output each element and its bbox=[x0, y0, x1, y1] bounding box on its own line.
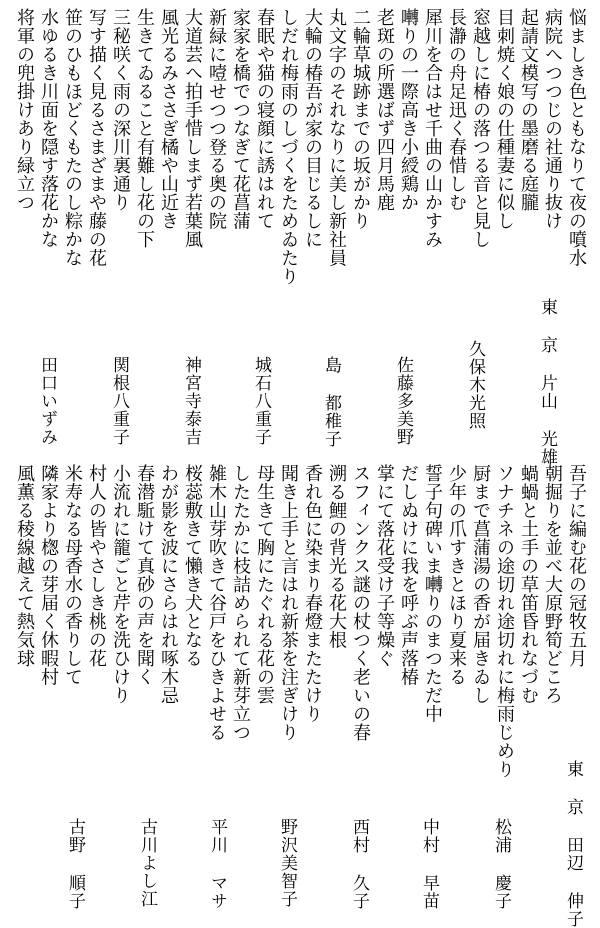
poet-name: 中村早苗 bbox=[419, 818, 439, 910]
haiku-line: 大輪の椿吾が家の目じるしに bbox=[302, 8, 323, 249]
haiku-line: 小流れに籠ごと芹を洗ひけり bbox=[110, 464, 131, 705]
haiku-line: 写す描く見るさまざまや藤の花 bbox=[86, 8, 107, 267]
haiku-line: 掌にて落花受け子等燥ぐ bbox=[374, 464, 395, 668]
haiku-line: 吾子に編む花の冠牧五月 bbox=[566, 464, 587, 668]
haiku-line: 米寿なる母香水の香りして bbox=[62, 464, 83, 686]
haiku-line: 家家を橋でつなぎて花菖蒲 bbox=[230, 8, 251, 230]
haiku-line: 隣家より楤の芽届く休暇村 bbox=[38, 464, 59, 686]
haiku-line: 蝸蝸と土手の草笛昏れなづむ bbox=[518, 464, 539, 705]
haiku-line: 三秘咲く雨の深川裏通り bbox=[110, 8, 131, 212]
haiku-line: 二輪草城跡までの坂がかり bbox=[350, 8, 371, 230]
haiku-line: 老斑の所選ばず四月馬鹿 bbox=[374, 8, 395, 212]
poet-name: 古野順子 bbox=[65, 818, 85, 910]
poet-name: 関根八重子 bbox=[109, 356, 129, 446]
haiku-line: 生きてゐること有難し花の下 bbox=[134, 8, 155, 249]
haiku-line: スフィンクス謎の杖つく老いの春 bbox=[350, 464, 371, 742]
haiku-line: 香れ色に染まり春燈またたけり bbox=[302, 464, 323, 723]
haiku-line: 犀川を合はせ千曲の山かすみ bbox=[422, 8, 443, 249]
haiku-line: 風光るみささぎ橘や山近き bbox=[158, 8, 179, 230]
haiku-line: 目刺焼く娘の仕種妻に似し bbox=[494, 8, 515, 230]
haiku-line: 病院へつつじの社通り抜け bbox=[542, 8, 563, 230]
haiku-line: だしぬけに我を呼ぶ声落椿 bbox=[398, 464, 419, 686]
poet-name: 古川よし江 bbox=[137, 818, 157, 908]
poet-name: 野沢美智子 bbox=[277, 818, 297, 908]
haiku-line: 風薫る稜線越えて熱気球 bbox=[14, 464, 35, 668]
poet-name: 島都稚子 bbox=[321, 356, 341, 448]
haiku-line: 丸文字のそれなりに美し新社員 bbox=[326, 8, 347, 267]
haiku-line: 囀りの一際高き小綬鶏か bbox=[398, 8, 419, 212]
poet-name: 田口いずみ bbox=[37, 356, 57, 446]
haiku-line: 溯る鯉の背光る花大根 bbox=[326, 464, 347, 649]
haiku-line: 将軍の兜掛けあり緑立つ bbox=[14, 8, 35, 212]
haiku-line: しだれ梅雨のしづくをためゐたり bbox=[278, 8, 299, 286]
haiku-line: 起請文模写の墨磨る庭朧 bbox=[518, 8, 539, 212]
haiku-line: 春潜駈けて真砂の声を聞く bbox=[134, 464, 155, 686]
haiku-line: 雑木山芽吹きて谷戸をひきよせる bbox=[206, 464, 227, 742]
haiku-line: 笹のひもほどくもたのし粽かな bbox=[62, 8, 83, 267]
haiku-line: ソナチネの途切れ途切れに梅雨じめり bbox=[494, 464, 515, 779]
poet-name: 神宮寺泰吉 bbox=[181, 356, 201, 446]
poet-name: 東京片山光雄 bbox=[537, 298, 557, 466]
haiku-line: 長瀞の舟足迅く春惜しむ bbox=[446, 8, 467, 212]
poet-name: 松浦慶子 bbox=[491, 818, 511, 910]
poet-name: 久保木光照 bbox=[465, 340, 485, 430]
haiku-line: 窓越しに椿の落つる音と見し bbox=[470, 8, 491, 249]
haiku-line: 桜蕊敷きて懶き犬となる bbox=[182, 464, 203, 668]
poet-name: 西村久子 bbox=[349, 818, 369, 910]
poet-name: 佐藤多美野 bbox=[393, 356, 413, 446]
haiku-line: 村人の皆やさしき桃の花 bbox=[86, 464, 107, 668]
haiku-line: 新緑に噎せつつ登る奥の院 bbox=[206, 8, 227, 230]
haiku-line: 誓子句碑いま囀りのまつただ中 bbox=[422, 464, 443, 723]
haiku-line: 大道芸へ拍手惜しまず若葉風 bbox=[182, 8, 203, 249]
haiku-line: したたかに枝詰められて新芽立つ bbox=[230, 464, 251, 742]
poet-name: 東京田辺伸子 bbox=[563, 760, 583, 928]
haiku-line: 厨まで菖蒲湯の香が届きゐし bbox=[470, 464, 491, 705]
haiku-line: 母生きて胸にたぐれる花の雲 bbox=[254, 464, 275, 705]
haiku-line: 聞き上手と言はれ新茶を注ぎけり bbox=[278, 464, 299, 742]
haiku-line: 水ゆるき川面を隠す落花かな bbox=[38, 8, 59, 249]
haiku-line: 悩ましき色ともなりて夜の噴水 bbox=[566, 8, 587, 267]
poet-name: 城石八重子 bbox=[251, 356, 271, 446]
haiku-line: 朝掘りを並べ大原野筍どころ bbox=[542, 464, 563, 705]
haiku-line: 少年の爪すきとほり夏来る bbox=[446, 464, 467, 686]
haiku-line: 春眠や猫の寝顔に誘はれて bbox=[254, 8, 275, 230]
poet-name: 平川マサ bbox=[207, 818, 227, 910]
haiku-line: わが影を波にさらはれ啄木忌 bbox=[158, 464, 179, 705]
